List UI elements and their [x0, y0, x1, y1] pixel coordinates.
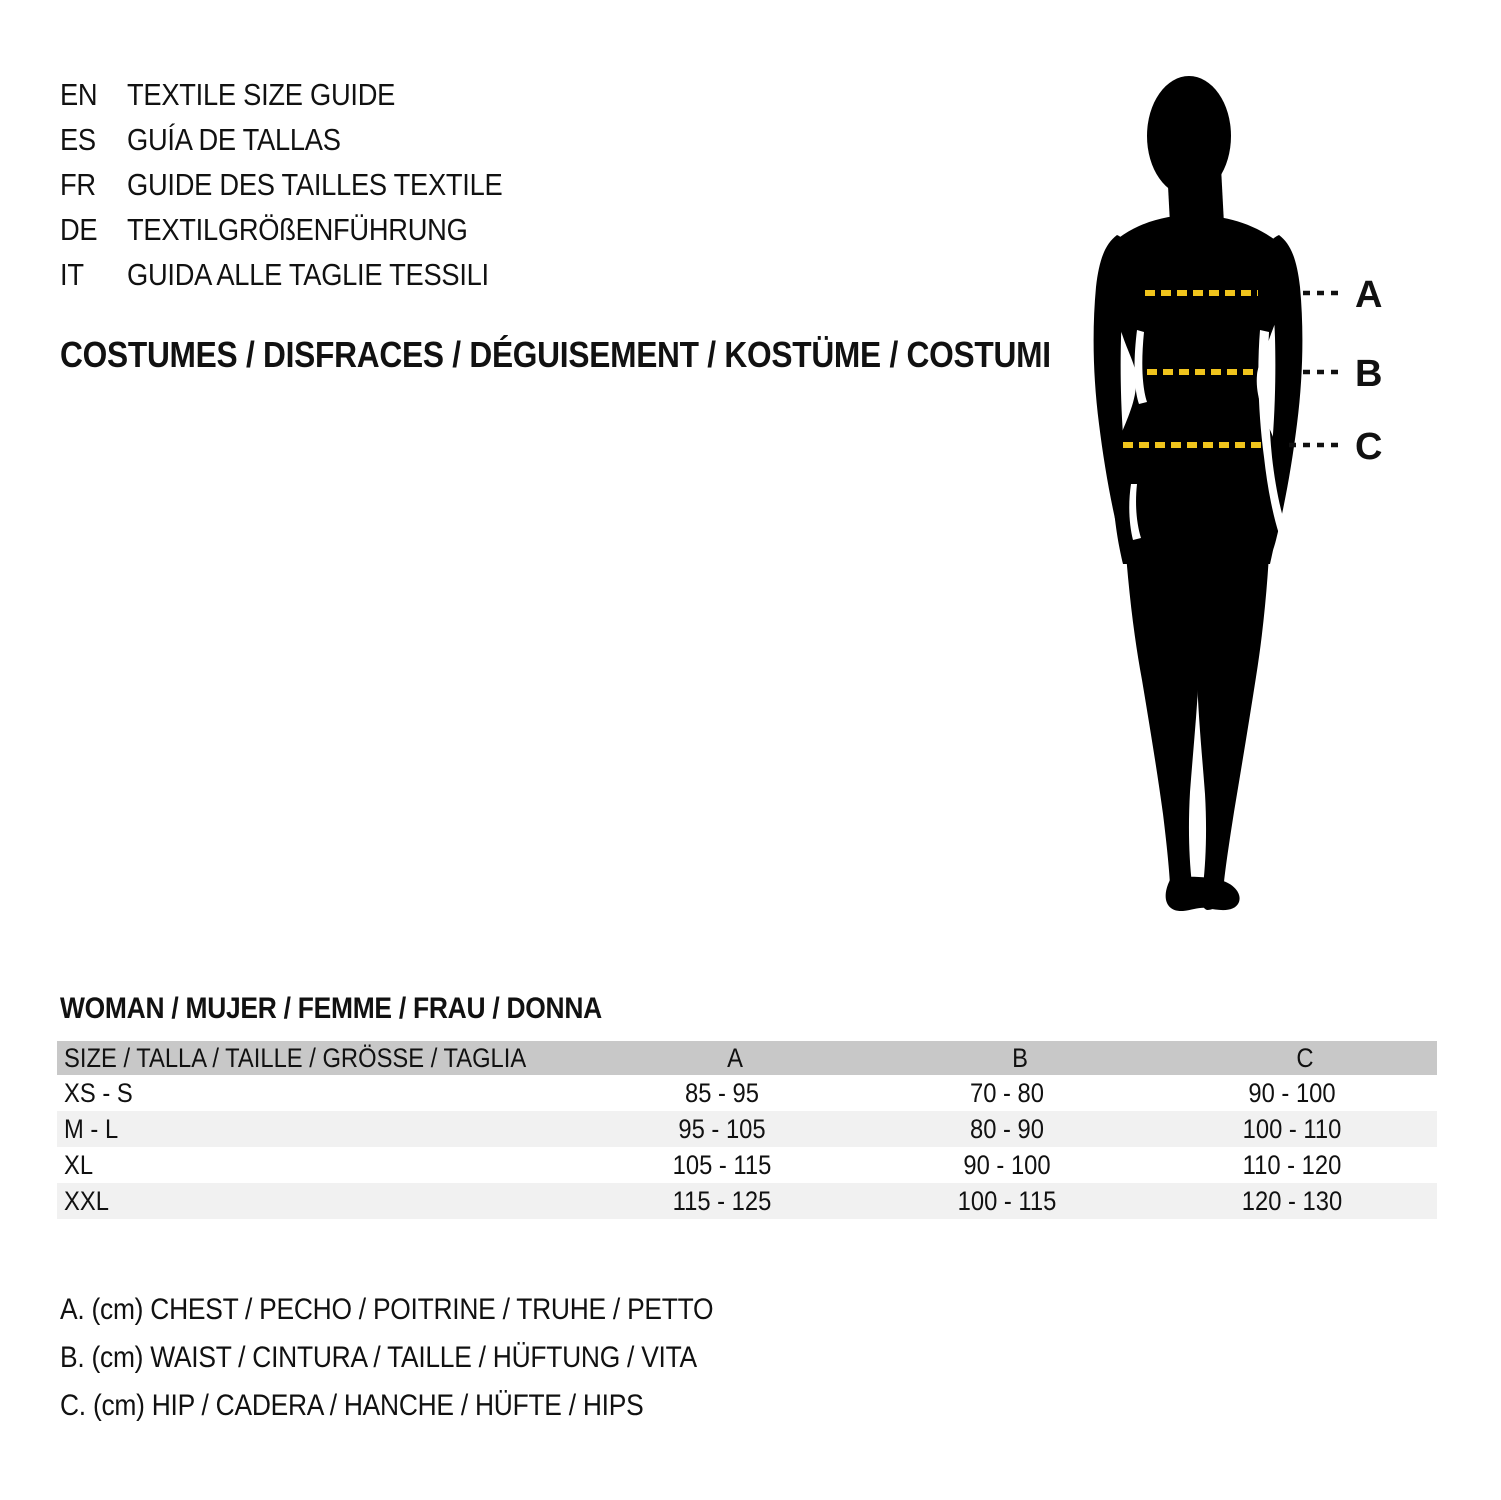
size-cell: XXL: [64, 1185, 109, 1216]
legend-hip: C. (cm) HIP / CADERA / HANCHE / HÜFTE / HIPS: [60, 1389, 644, 1422]
language-row-de: [60, 207, 554, 252]
woman-silhouette-svg: [1075, 72, 1405, 917]
marker-label-a: A: [1355, 274, 1383, 316]
column-header-b: B: [1012, 1042, 1029, 1073]
chest-cell: 95 - 105: [678, 1113, 766, 1144]
waist-cell: 90 - 100: [963, 1149, 1051, 1180]
hip-cell: 100 - 110: [1242, 1113, 1342, 1144]
language-label: GUÍA DE TALLAS: [127, 121, 341, 157]
language-code: ES: [60, 121, 96, 157]
legend-waist: B. (cm) WAIST / CINTURA / TAILLE / HÜFTUNG / VITA: [60, 1341, 697, 1374]
language-row-fr: [60, 162, 554, 207]
measurement-legend: [60, 1286, 802, 1430]
language-list: [60, 72, 554, 297]
language-code: IT: [60, 256, 84, 292]
chest-cell: 115 - 125: [672, 1185, 772, 1216]
chest-cell: 85 - 95: [685, 1077, 759, 1108]
marker-label-b: B: [1355, 353, 1383, 395]
legend-chest: A. (cm) CHEST / PECHO / POITRINE / TRUHE / PETTO: [60, 1293, 714, 1326]
language-row-it: [60, 252, 554, 297]
column-header-a: A: [727, 1042, 744, 1073]
language-code: EN: [60, 76, 98, 112]
language-label: TEXTILGRÖßENFÜHRUNG: [127, 211, 468, 247]
hip-cell: 120 - 130: [1241, 1185, 1343, 1216]
table-row: [57, 1147, 1437, 1183]
category-title: COSTUMES / DISFRACES / DÉGUISEMENT / KOSTÜME / COSTUMI: [60, 334, 1051, 375]
size-cell: XS - S: [64, 1077, 133, 1108]
table-header-row: [57, 1041, 1437, 1075]
table-title: WOMAN / MUJER / FEMME / FRAU / DONNA: [60, 992, 602, 1025]
silhouette-left-leg: [1123, 512, 1201, 909]
language-label: TEXTILE SIZE GUIDE: [127, 76, 396, 112]
waist-cell: 100 - 115: [957, 1185, 1057, 1216]
language-row-en: [60, 72, 554, 117]
marker-label-c: C: [1355, 426, 1383, 468]
silhouette-right-leg: [1196, 512, 1271, 910]
size-table: [57, 1041, 1437, 1219]
table-row: [57, 1111, 1437, 1147]
size-cell: XL: [64, 1149, 94, 1180]
silhouette-feet: [1166, 877, 1240, 911]
chest-cell: 105 - 115: [672, 1149, 772, 1180]
column-header-size: SIZE / TALLA / TAILLE / GRÖSSE / TAGLIA: [64, 1042, 527, 1073]
size-cell: M - L: [64, 1113, 119, 1144]
hip-cell: 90 - 100: [1248, 1077, 1336, 1108]
woman-silhouette-figure: [1075, 72, 1405, 917]
table-row: [57, 1075, 1437, 1111]
marker-labels: [1355, 274, 1382, 468]
language-code: FR: [60, 166, 96, 202]
hip-cell: 110 - 120: [1242, 1149, 1342, 1180]
language-code: DE: [60, 211, 98, 247]
language-label: GUIDE DES TAILLES TEXTILE: [127, 166, 503, 202]
waist-cell: 70 - 80: [970, 1077, 1044, 1108]
waist-cell: 80 - 90: [970, 1113, 1044, 1144]
language-row-es: [60, 117, 554, 162]
column-header-c: C: [1296, 1042, 1314, 1073]
table-row: [57, 1183, 1437, 1219]
language-label: GUIDA ALLE TAGLIE TESSILI: [127, 256, 489, 292]
